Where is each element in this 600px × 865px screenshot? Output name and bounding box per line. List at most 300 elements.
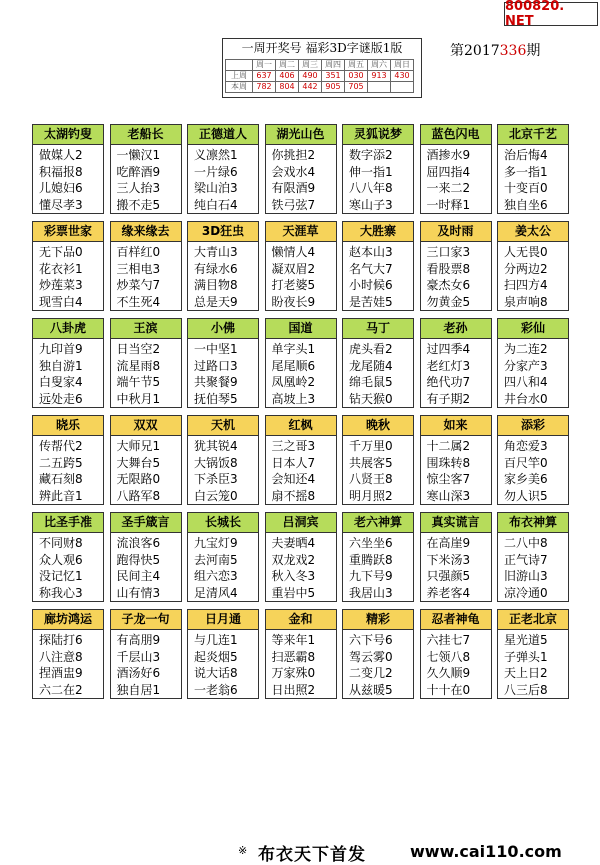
riddle-card (187, 609, 259, 699)
card-title: 大胜寨 (343, 222, 413, 242)
card-lines (498, 533, 568, 601)
riddle-line: 扫恶霸8 (271, 649, 316, 664)
riddle-line: 组六恋3 (194, 569, 238, 584)
draw-number: 430 (391, 71, 414, 82)
riddle-line: 九印首9 (39, 342, 83, 356)
riddle-line: 豪杰女6 (426, 278, 471, 293)
card-title: 正老北京 (498, 610, 568, 630)
riddle-line: 单字头1 (271, 342, 316, 356)
card-lines (421, 533, 491, 601)
riddle-card (265, 415, 337, 505)
card-lines (33, 339, 103, 407)
riddle-line: 养老客4 (426, 585, 471, 600)
row-label-this-week: 本周 (226, 82, 253, 93)
card-title: 及时雨 (421, 222, 491, 242)
issue-suffix: 期 (526, 43, 541, 59)
riddle-line: 三相电3 (116, 261, 161, 276)
riddle-line: 四八和4 (504, 375, 548, 390)
riddle-card (110, 124, 182, 214)
riddle-card (187, 124, 259, 214)
riddle-line: 重岩中5 (271, 585, 316, 600)
riddle-line: 独自居1 (116, 682, 161, 697)
card-title: 灵狐说梦 (343, 125, 413, 145)
card-title: 国道 (266, 319, 336, 339)
riddle-line: 民间主4 (116, 569, 161, 584)
card-row (32, 221, 568, 318)
riddle-line: 等来年1 (271, 633, 316, 647)
card-title: 马丁 (343, 319, 413, 339)
day-header: 周一 (253, 60, 276, 71)
card-lines (498, 339, 568, 407)
draw-number: 442 (299, 82, 322, 93)
card-lines (266, 339, 336, 407)
riddle-line: 八八年8 (349, 181, 393, 196)
bottom-watermark (0, 838, 600, 865)
card-lines (111, 339, 181, 407)
riddle-line: 山有情3 (116, 585, 161, 600)
riddle-line: 为二连2 (504, 342, 548, 356)
card-row (32, 318, 568, 415)
cross-mark: ※ (238, 844, 248, 857)
card-lines (421, 242, 491, 310)
riddle-line: 说大话8 (194, 666, 238, 681)
card-lines (498, 145, 568, 213)
riddle-line: 足清风4 (194, 585, 238, 600)
issue-number (450, 40, 540, 60)
riddle-card (420, 609, 492, 699)
card-lines (421, 339, 491, 407)
riddle-line: 旧游山3 (504, 569, 548, 584)
card-lines (343, 145, 413, 213)
card-lines (33, 145, 103, 213)
bottom-url: www.cai110.com (410, 842, 562, 861)
riddle-line: 家乡美6 (504, 472, 548, 487)
card-title: 廊坊鸿运 (33, 610, 103, 630)
riddle-line: 三口家3 (426, 245, 471, 259)
riddle-line: 角恋爱3 (504, 439, 548, 453)
card-row (32, 415, 568, 512)
card-title: 金和 (266, 610, 336, 630)
riddle-line: 义凛然1 (194, 148, 238, 162)
riddle-card (342, 318, 414, 408)
card-title: 北京千艺 (498, 125, 568, 145)
riddle-line: 起炎烟5 (194, 649, 238, 664)
card-title: 吕洞宾 (266, 513, 336, 533)
riddle-line: 梁山泊3 (194, 181, 238, 196)
riddle-line: 井台水0 (504, 391, 548, 406)
riddle-card (32, 221, 104, 311)
issue-prefix: 第2017 (450, 43, 500, 59)
riddle-card (110, 512, 182, 602)
draw-number: 782 (253, 82, 276, 93)
riddle-line: 众人观6 (39, 552, 83, 567)
riddle-line: 绵毛鼠5 (349, 375, 393, 390)
card-lines (266, 436, 336, 504)
riddle-card (420, 124, 492, 214)
card-lines (33, 630, 103, 698)
draw-number: 913 (368, 71, 391, 82)
riddle-card (497, 318, 569, 408)
riddle-card (32, 124, 104, 214)
riddle-line: 下米汤3 (426, 552, 471, 567)
riddle-line: 一懒汉1 (116, 148, 161, 162)
riddle-line: 高坡上3 (271, 391, 316, 406)
card-title: 3D狂虫 (188, 222, 258, 242)
riddle-line: 大青山3 (194, 245, 238, 259)
riddle-line: 勿黄金5 (426, 294, 471, 309)
card-title: 太湖钓叟 (33, 125, 103, 145)
issue-num: 336 (499, 43, 527, 59)
riddle-line: 大锅饭8 (194, 455, 238, 470)
riddle-line: 日当空2 (116, 342, 161, 356)
riddle-line: 炒菜勺7 (116, 278, 161, 293)
card-row (32, 609, 568, 706)
riddle-line: 六挂七7 (426, 633, 471, 647)
card-title: 湖光山色 (266, 125, 336, 145)
draw-results-box (222, 38, 422, 98)
riddle-line: 九宝灯9 (194, 536, 238, 550)
riddle-line: 下杀臣3 (194, 472, 238, 487)
riddle-line: 小时候6 (349, 278, 393, 293)
riddle-line: 无限路0 (116, 472, 161, 487)
card-lines (33, 533, 103, 601)
riddle-line: 凤凰岭2 (271, 375, 316, 390)
riddle-card (187, 318, 259, 408)
riddle-line: 共聚餐9 (194, 375, 238, 390)
riddle-line: 一中坚1 (194, 342, 238, 356)
riddle-line: 重腾跃8 (349, 552, 393, 567)
riddle-line: 远处走6 (39, 391, 83, 406)
day-header: 周日 (391, 60, 414, 71)
card-title: 双双 (111, 416, 181, 436)
card-lines (111, 145, 181, 213)
day-header: 周四 (322, 60, 345, 71)
riddle-line: 明月照2 (349, 488, 393, 503)
card-lines (421, 630, 491, 698)
riddle-line: 八三后8 (504, 682, 548, 697)
card-title: 红枫 (266, 416, 336, 436)
card-title: 正德道人 (188, 125, 258, 145)
riddle-card (265, 318, 337, 408)
riddle-card (497, 415, 569, 505)
card-title: 彩票世家 (33, 222, 103, 242)
riddle-line: 白云笼0 (194, 488, 238, 503)
riddle-line: 惊尘客7 (426, 472, 471, 487)
draw-number (391, 82, 414, 93)
riddle-line: 流浪客6 (116, 536, 161, 550)
riddle-line: 儿媳妇6 (39, 181, 83, 196)
riddle-line: 懒情人4 (271, 245, 316, 259)
riddle-line: 绝代功7 (426, 375, 471, 390)
card-title: 真实谎言 (421, 513, 491, 533)
riddle-card (497, 512, 569, 602)
riddle-line: 八路军8 (116, 488, 161, 503)
riddle-line: 铁弓弦7 (271, 197, 316, 212)
riddle-line: 凝双眉2 (271, 261, 316, 276)
riddle-line: 共展客5 (349, 455, 393, 470)
riddle-line: 双龙戏2 (271, 552, 316, 567)
card-lines (343, 630, 413, 698)
riddle-card (265, 609, 337, 699)
card-title: 精彩 (343, 610, 413, 630)
card-lines (498, 630, 568, 698)
riddle-line: 分两边2 (504, 261, 548, 276)
riddle-line: 人无畏0 (504, 245, 548, 259)
riddle-line: 百尺竿0 (504, 455, 548, 470)
card-lines (343, 339, 413, 407)
riddle-card (187, 221, 259, 311)
riddle-grid (32, 124, 568, 706)
riddle-line: 不同财8 (39, 536, 83, 550)
draw-number: 490 (299, 71, 322, 82)
riddle-card (342, 415, 414, 505)
riddle-card (420, 512, 492, 602)
card-title: 彩仙 (498, 319, 568, 339)
riddle-line: 日出照2 (271, 682, 316, 697)
riddle-line: 现雪白4 (39, 294, 83, 309)
card-lines (111, 436, 181, 504)
riddle-card (342, 512, 414, 602)
riddle-card (342, 221, 414, 311)
riddle-line: 秋入冬3 (271, 569, 316, 584)
riddle-line: 尾尾顺6 (271, 358, 316, 373)
riddle-line: 千层山3 (116, 649, 161, 664)
draw-number: 705 (345, 82, 368, 93)
riddle-line: 酒掺水9 (426, 148, 471, 162)
riddle-line: 二八中8 (504, 536, 548, 550)
riddle-line: 日本人7 (271, 455, 316, 470)
riddle-line: 我居山3 (349, 585, 393, 600)
riddle-line: 与几连1 (194, 633, 238, 647)
watermark-site: 800820. NET (504, 2, 598, 26)
riddle-line: 去河南5 (194, 552, 238, 567)
card-lines (188, 533, 258, 601)
riddle-line: 多一指1 (504, 164, 548, 179)
riddle-card (265, 124, 337, 214)
riddle-line: 是苦娃5 (349, 294, 393, 309)
card-title: 日月通 (188, 610, 258, 630)
card-title: 长城长 (188, 513, 258, 533)
riddle-line: 独自游1 (39, 358, 83, 373)
riddle-line: 凉冷通0 (504, 585, 548, 600)
riddle-line: 总是天9 (194, 294, 238, 309)
card-title: 添彩 (498, 416, 568, 436)
riddle-line: 天上日2 (504, 666, 548, 681)
riddle-line: 会知还4 (271, 472, 316, 487)
card-lines (343, 533, 413, 601)
riddle-line: 满目物8 (194, 278, 238, 293)
riddle-card (110, 609, 182, 699)
day-header: 周五 (345, 60, 368, 71)
riddle-line: 独自坐6 (504, 197, 548, 212)
riddle-line: 勿人识5 (504, 488, 548, 503)
card-lines (188, 242, 258, 310)
riddle-line: 藏石刻8 (39, 472, 83, 487)
riddle-line: 看股票8 (426, 261, 471, 276)
card-title: 圣手箴言 (111, 513, 181, 533)
riddle-line: 端午节5 (116, 375, 161, 390)
riddle-line: 八贤王8 (349, 472, 393, 487)
riddle-card (187, 512, 259, 602)
riddle-card (32, 609, 104, 699)
riddle-line: 大舞台5 (116, 455, 161, 470)
card-title: 布衣神算 (498, 513, 568, 533)
card-lines (188, 145, 258, 213)
row-label-last-week: 上周 (226, 71, 253, 82)
riddle-card (420, 221, 492, 311)
riddle-card (110, 221, 182, 311)
table-corner (226, 60, 253, 71)
riddle-card (265, 512, 337, 602)
riddle-line: 久久顺9 (426, 666, 471, 681)
riddle-line: 赵本山3 (349, 245, 393, 259)
card-lines (343, 242, 413, 310)
card-lines (498, 436, 568, 504)
riddle-line: 有子期2 (426, 391, 471, 406)
riddle-line: 六二在2 (39, 682, 83, 697)
riddle-line: 在高崖9 (426, 536, 471, 550)
card-title: 王滨 (111, 319, 181, 339)
card-title: 晓乐 (33, 416, 103, 436)
riddle-line: 你挑担2 (271, 148, 316, 162)
riddle-line: 只强颜5 (426, 569, 471, 584)
riddle-line: 寒山深3 (426, 488, 471, 503)
card-lines (421, 436, 491, 504)
card-lines (188, 630, 258, 698)
riddle-line: 探陆打6 (39, 633, 83, 647)
riddle-line: 会戏水4 (271, 164, 316, 179)
card-lines (33, 242, 103, 310)
riddle-line: 有高朋9 (116, 633, 161, 647)
card-title: 老孙 (421, 319, 491, 339)
riddle-line: 流星雨8 (116, 358, 161, 373)
riddle-line: 做媒人2 (39, 148, 83, 162)
riddle-card (420, 318, 492, 408)
card-title: 缘来缘去 (111, 222, 181, 242)
riddle-line: 钻天猴0 (349, 391, 393, 406)
riddle-line: 一来二2 (426, 181, 471, 196)
card-title: 小佛 (188, 319, 258, 339)
riddle-card (265, 221, 337, 311)
riddle-line: 积福报8 (39, 164, 83, 179)
card-lines (343, 436, 413, 504)
riddle-line: 扫四方4 (504, 278, 548, 293)
card-lines (421, 145, 491, 213)
draw-results-title: 一周开奖号 福彩3D字谜版1版 (241, 41, 403, 55)
riddle-line: 大师兄1 (116, 439, 161, 453)
card-title: 老船长 (111, 125, 181, 145)
riddle-line: 吃醉酒9 (116, 164, 161, 179)
riddle-line: 打老婆5 (271, 278, 316, 293)
riddle-card (420, 415, 492, 505)
riddle-line: 虎头看2 (349, 342, 393, 356)
riddle-line: 抚伯琴5 (194, 391, 238, 406)
riddle-line: 二变几2 (349, 666, 393, 681)
card-title: 子龙一句 (111, 610, 181, 630)
riddle-line: 治后悔4 (504, 148, 548, 162)
riddle-line: 龙尾随4 (349, 358, 393, 373)
day-header: 周三 (299, 60, 322, 71)
card-title: 比圣手准 (33, 513, 103, 533)
card-title: 如来 (421, 416, 491, 436)
riddle-line: 跑得快5 (116, 552, 161, 567)
riddle-line: 称我心3 (39, 585, 83, 600)
card-lines (188, 339, 258, 407)
draw-results-table (225, 59, 414, 93)
riddle-line: 十二属2 (426, 439, 471, 453)
card-title: 老六神算 (343, 513, 413, 533)
card-lines (33, 436, 103, 504)
riddle-line: 十十在0 (426, 682, 471, 697)
riddle-line: 炒莲菜3 (39, 278, 83, 293)
riddle-line: 十变百0 (504, 181, 548, 196)
riddle-line: 花衣衫1 (39, 261, 83, 276)
riddle-line: 一时释1 (426, 197, 471, 212)
card-lines (266, 145, 336, 213)
riddle-line: 名气大7 (349, 261, 393, 276)
card-title: 晚秋 (343, 416, 413, 436)
draw-number: 804 (276, 82, 299, 93)
riddle-card (32, 512, 104, 602)
riddle-line: 盼夜长9 (271, 294, 316, 309)
riddle-line: 围珠转8 (426, 455, 471, 470)
riddle-line: 没记忆1 (39, 569, 83, 584)
riddle-line: 扇不摇8 (271, 488, 316, 503)
riddle-line: 懂尽孝3 (39, 197, 83, 212)
card-lines (266, 630, 336, 698)
riddle-line: 正气诗7 (504, 552, 548, 567)
riddle-card (110, 415, 182, 505)
riddle-line: 中秋月1 (116, 391, 161, 406)
riddle-line: 过路口3 (194, 358, 238, 373)
card-row (32, 124, 568, 221)
riddle-line: 泉声响8 (504, 294, 548, 309)
riddle-line: 分家产3 (504, 358, 548, 373)
card-lines (188, 436, 258, 504)
riddle-card (497, 609, 569, 699)
card-lines (266, 242, 336, 310)
draw-number: 030 (345, 71, 368, 82)
riddle-line: 犹其锐4 (194, 439, 238, 453)
riddle-line: 酒汤好6 (116, 666, 161, 681)
riddle-line: 屈四指4 (426, 164, 471, 179)
draw-number: 351 (322, 71, 345, 82)
card-title: 忍者神龟 (421, 610, 491, 630)
riddle-line: 千万里0 (349, 439, 393, 453)
day-header: 周六 (368, 60, 391, 71)
riddle-line: 夫妻晒4 (271, 536, 316, 550)
riddle-line: 六下号6 (349, 633, 393, 647)
riddle-line: 三人抬3 (116, 181, 161, 196)
card-lines (111, 242, 181, 310)
card-lines (111, 630, 181, 698)
riddle-card (342, 609, 414, 699)
riddle-line: 数字添2 (349, 148, 393, 162)
card-title: 八卦虎 (33, 319, 103, 339)
card-lines (111, 533, 181, 601)
draw-number: 637 (253, 71, 276, 82)
riddle-line: 百样红0 (116, 245, 161, 259)
draw-number: 406 (276, 71, 299, 82)
riddle-line: 搬不走5 (116, 197, 161, 212)
riddle-line: 从兹暖5 (349, 682, 393, 697)
card-title: 天涯草 (266, 222, 336, 242)
riddle-card (110, 318, 182, 408)
riddle-line: 纯白石4 (194, 197, 238, 212)
bottom-text: 布衣天下首发 (258, 845, 366, 865)
riddle-card (32, 415, 104, 505)
riddle-card (497, 124, 569, 214)
